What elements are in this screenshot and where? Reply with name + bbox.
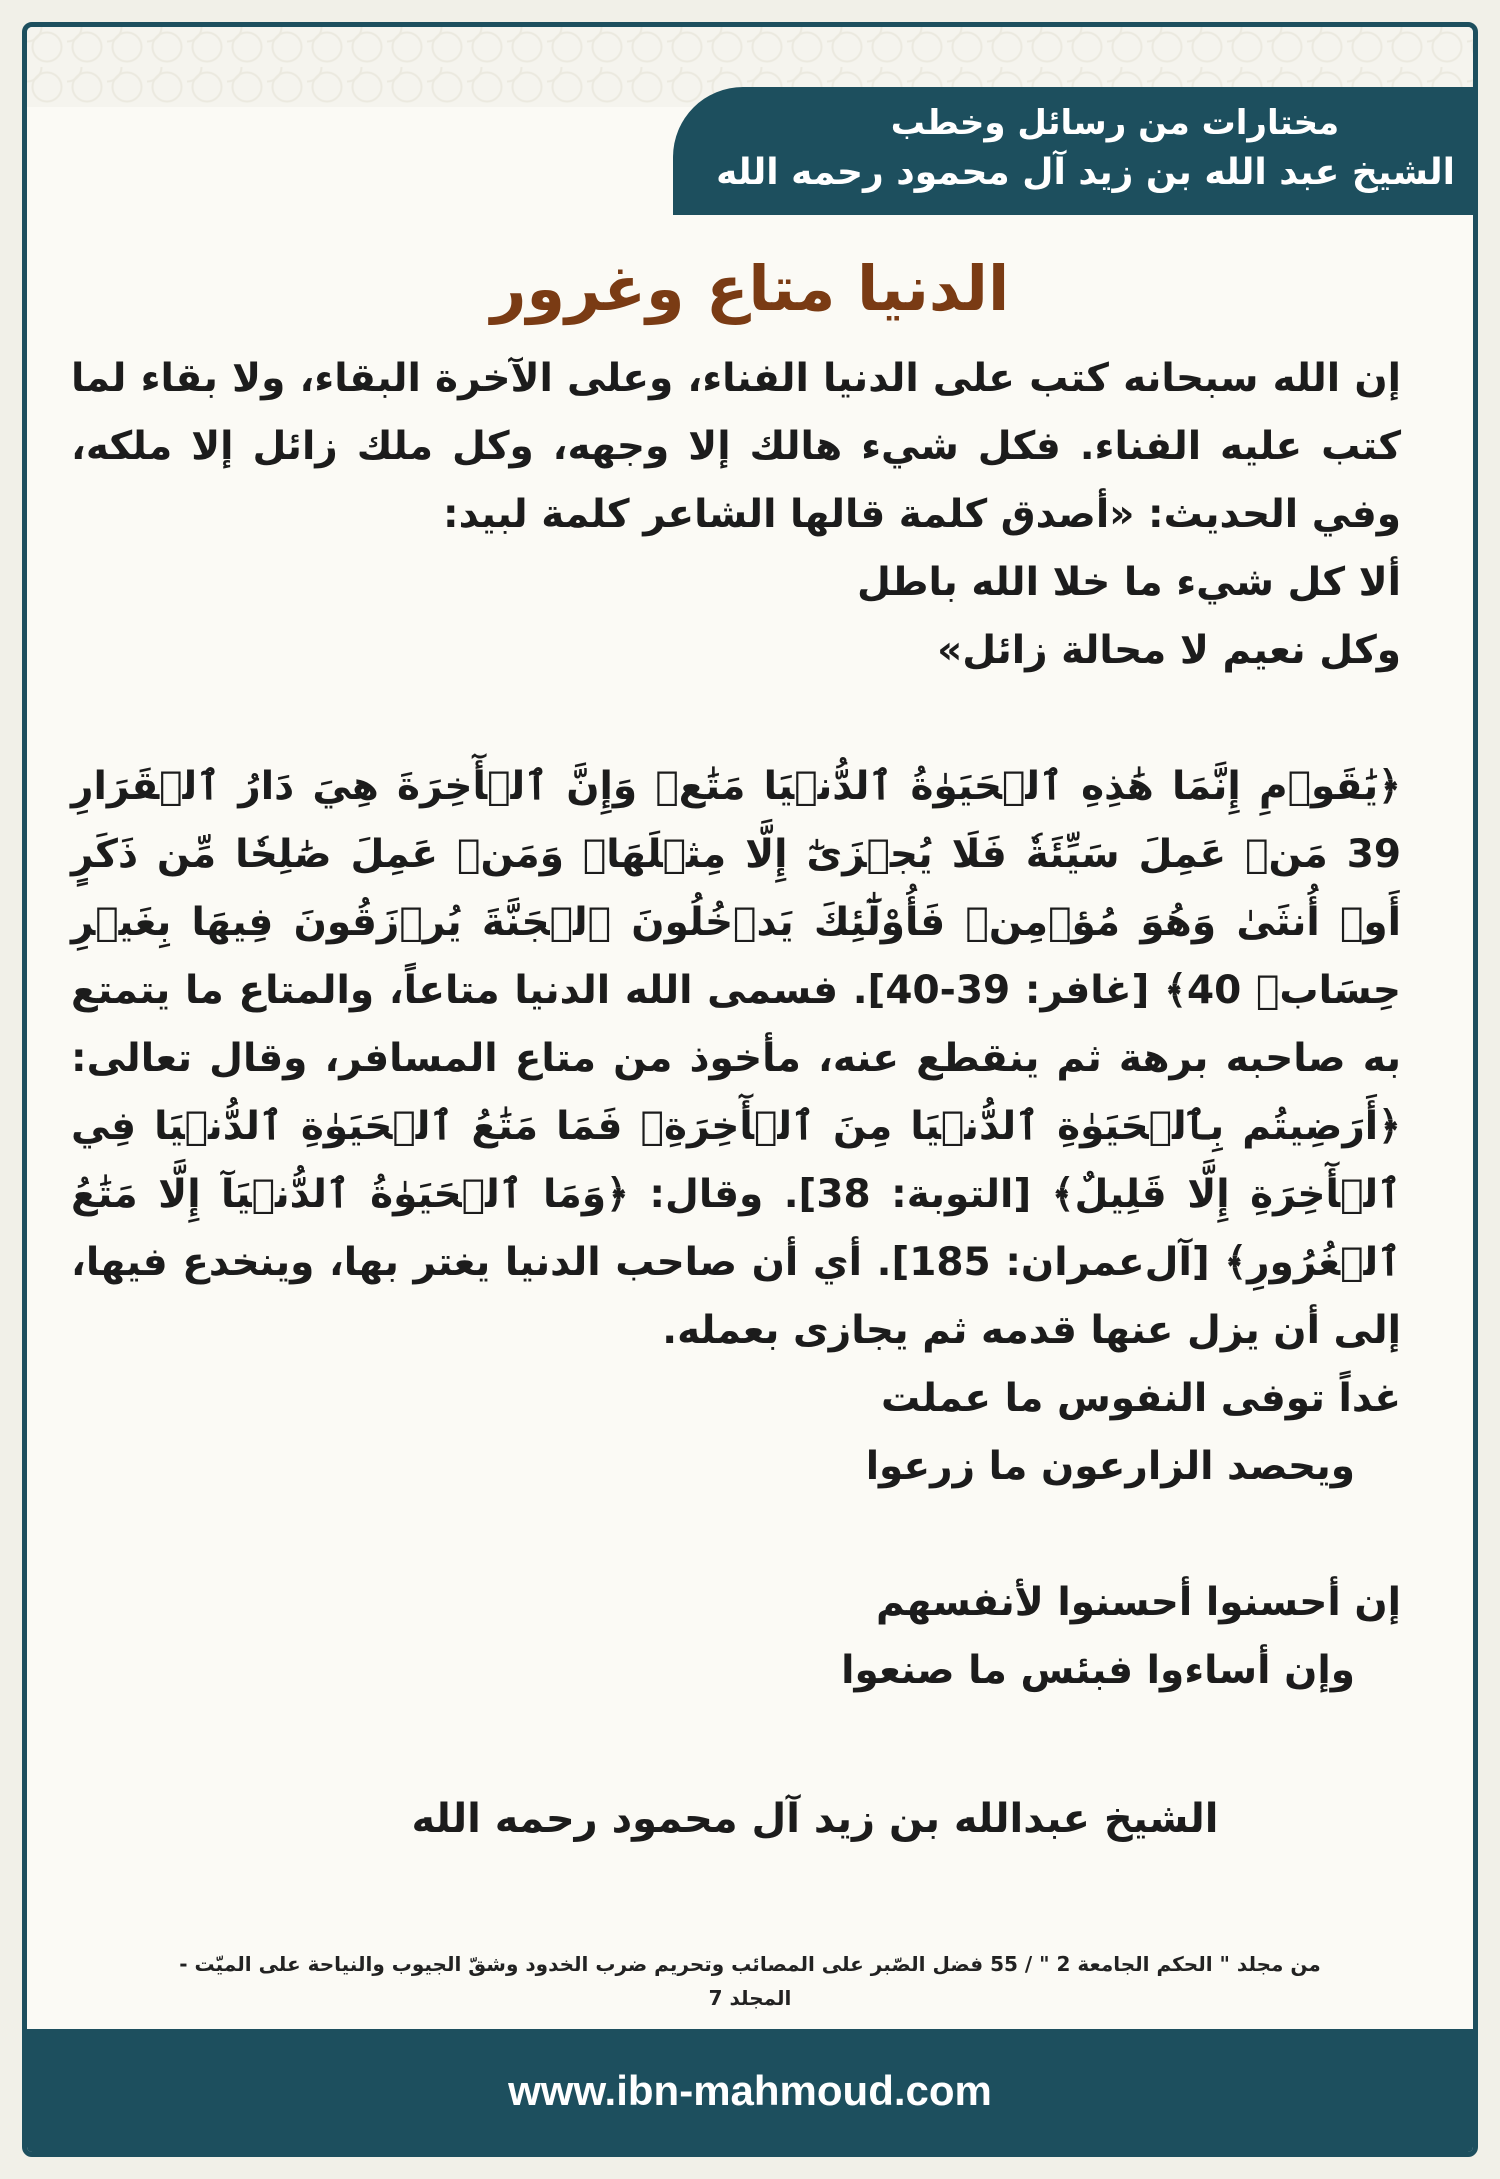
poem-verse: وكل نعيم لا محالة زائل» <box>937 628 1401 673</box>
source-volume: المجلد 7 <box>708 1986 792 2010</box>
poem-verse: ويحصد الزارعون ما زرعوا <box>865 1444 1355 1489</box>
header-author: الشيخ عبد الله بن زيد آل محمود رحمه الله <box>716 152 1455 193</box>
poem-verse: وإن أساءوا فبئس ما صنعوا <box>841 1648 1355 1693</box>
header-series-title: مختارات من رسائل وخطب <box>890 103 1340 143</box>
website-link[interactable]: www.ibn-mahmoud.com <box>508 2066 992 2114</box>
spacer <box>71 685 1401 753</box>
source-citation <box>27 1947 1473 2015</box>
poem-verse: إن أحسنوا أحسنوا لأنفسهم <box>876 1580 1401 1625</box>
author-signature: الشيخ عبدالله بن زيد آل محمود رحمه الله <box>411 1796 1219 1842</box>
paragraph-intro: إن الله سبحانه كتب على الدنيا الفناء، وعلى الآخرة البقاء، ولا بقاء لما كتب عليه الفناء. فكل شيء هالك إلا وجهه، وكل ملك زائل إلا ملكه، وفي الحديث: «أصدق كلمة قالها الشاعر كلمة لبيد: <box>71 356 1401 537</box>
document-frame <box>22 22 1478 2157</box>
article-title: الدنيا متاع وغرور <box>490 252 1010 325</box>
source-line: من مجلد " الحكم الجامعة 2 " / 55 فضل الصّبر على المصائب وتحريم ضرب الخدود وشقّ الجيوب والنياحة على الميّت - <box>179 1952 1321 1976</box>
poem-verse: غداً توفى النفوس ما عملت <box>881 1376 1401 1421</box>
spacer <box>71 1501 1401 1569</box>
article-body <box>71 345 1401 1705</box>
footer-bar <box>27 2029 1473 2152</box>
poem-verse: ألا كل شيء ما خلا الله باطل <box>856 560 1401 605</box>
paragraph-quran: ﴿يَٰقَوۡمِ إِنَّمَا هَٰذِهِ ٱلۡحَيَوٰةُ ٱلدُّنۡيَا مَتَٰعٞ وَإِنَّ ٱلۡأٓخِرَةَ هِيَ دَارُ ٱلۡقَرَارِ 39 مَنۡ عَمِلَ سَيِّئَةٗ فَلَا يُجۡزَىٰٓ إِلَّا مِثۡلَهَاۖ وَمَنۡ عَمِلَ صَٰلِحٗا مِّن ذَكَرٍ أَوۡ أُنثَىٰ وَهُوَ مُؤۡمِنٞ فَأُوْلَٰٓئِكَ يَدۡخُلُونَ ٱلۡجَنَّةَ يُرۡزَقُونَ فِيهَا بِغَيۡرِ حِسَابٖ 40﴾ [غافر: 39-40]. فسمى الله الدنيا متاعاً، والمتاع ما يتمتع به صاحبه برهة ثم ينقطع عنه، مأخوذ من متاع المسافر، وقال تعالى: ﴿أَرَضِيتُم بِٱلۡحَيَوٰةِ ٱلدُّنۡيَا مِنَ ٱلۡأٓخِرَةِۚ فَمَا مَتَٰعُ ٱلۡحَيَوٰةِ ٱلدُّنۡيَا فِي ٱلۡأٓخِرَةِ إِلَّا قَلِيلٌ﴾ [التوبة: 38]. وقال: ﴿وَمَا ٱلۡحَيَوٰةُ ٱلدُّنۡيَآ إِلَّا مَتَٰعُ ٱلۡغُرُورِ﴾ [آل‌عمران: 185]. أي أن صاحب الدنيا يغتر بها، وينخدع فيها، إلى أن يزل عنها قدمه ثم يجازى بعمله. <box>71 764 1402 1353</box>
header-banner <box>673 87 1473 215</box>
